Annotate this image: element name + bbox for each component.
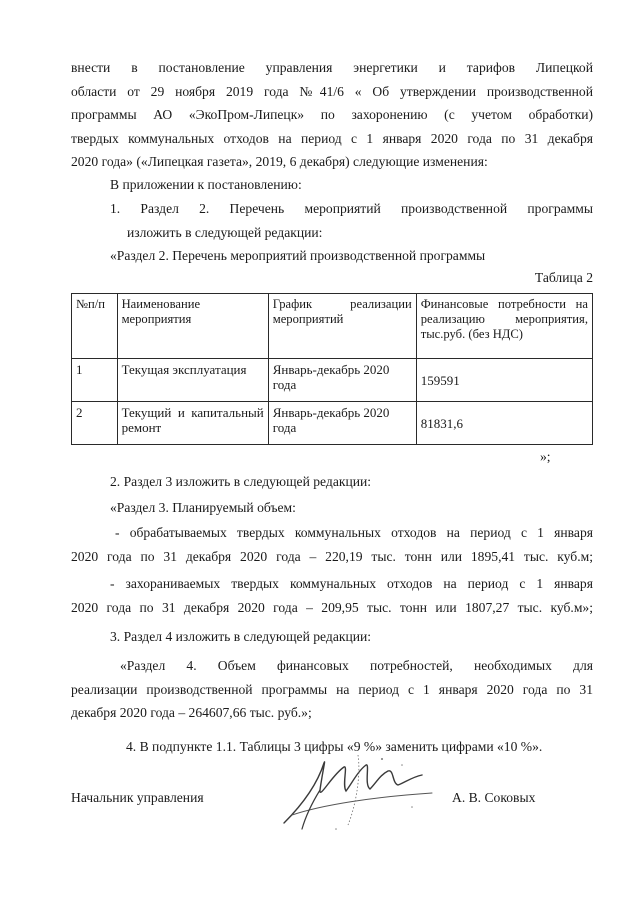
section-4: [71, 654, 593, 725]
table-row: [72, 402, 593, 445]
signer-name: А. В. Соковых: [452, 790, 536, 805]
item-4: 4. В подпункте 1.1. Таблицы 3 цифры «9 %» заменить цифрами «10 %».: [126, 739, 543, 754]
signer-position: Начальник управления: [71, 790, 204, 805]
item-3: 3. Раздел 4 изложить в следующей редакции:: [110, 629, 372, 644]
bullet-2-line: - захораниваемых твердых коммунальных отходов на период с 1 января: [110, 576, 593, 591]
handwritten-signature: [262, 745, 452, 840]
table-header-cell: График реализации мероприятий: [268, 294, 416, 359]
section-4-line: декабря 2020 года – 264607,66 тыс. руб.»;: [71, 705, 312, 720]
appendix-line: В приложении к постановлению:: [110, 177, 302, 192]
section-4-line: «Раздел 4. Объем финансовых потребностей, необходимых для: [120, 658, 593, 673]
intro-line: 2020 года» («Липецкая газета», 2019, 6 декабря) следующие изменения:: [71, 154, 488, 169]
table-cell: Январь-декабрь 2020 года: [268, 359, 416, 402]
item-2: 2. Раздел 3 изложить в следующей редакции:: [110, 474, 372, 489]
table-cell: Январь-декабрь 2020 года: [268, 402, 416, 445]
table-cell: 2: [72, 402, 118, 445]
table-caption: Таблица 2: [534, 270, 593, 285]
section-2-title: «Раздел 2. Перечень мероприятий производственной программы: [110, 248, 486, 263]
item-1: [110, 197, 593, 244]
measures-table: [71, 293, 593, 445]
item-1-line: изложить в следующей редакции:: [127, 224, 323, 240]
intro-line: твердых коммунальных отходов на период с 1 января 2020 года по 31 декабря: [71, 130, 593, 146]
bullet-2: [71, 572, 593, 619]
bullet-1: [71, 521, 593, 568]
intro-line: области от 29 ноября 2019 года №41/6 « Об утверждении производственной: [71, 83, 593, 99]
bullet-1-line: - обрабатываемых твердых коммунальных отходов на период с 1 января: [115, 525, 593, 540]
table-header-cell: Финансовые потребности на реализацию мероприятия, тыс.руб. (без НДС): [416, 294, 592, 359]
table-header-row: [72, 294, 593, 359]
item-1-line: 1. Раздел 2. Перечень мероприятий производственной программы: [110, 201, 593, 216]
intro-paragraph: [71, 56, 593, 174]
table-cell: 1: [72, 359, 118, 402]
quote-end: »;: [540, 449, 551, 464]
intro-line: внести в постановление управления энергетики и тарифов Липецкой: [71, 60, 593, 75]
table-row: [72, 359, 593, 402]
table-cell: Текущий и капитальный ремонт: [117, 402, 268, 445]
section-4-line: реализации производственной программы на период с 1 января 2020 года по 31: [71, 681, 593, 697]
table-cell: 159591: [416, 359, 592, 402]
intro-line: программы АО «ЭкоПром-Липецк» по захоронению (с учетом обработки): [71, 107, 593, 122]
section-3-title: «Раздел 3. Планируемый объем:: [110, 500, 296, 515]
table-cell: Текущая эксплуатация: [117, 359, 268, 402]
table-cell: 81831,6: [416, 402, 592, 445]
bullet-1-line: 2020 года по 31 декабря 2020 года – 220,19 тыс. тонн или 1895,41 тыс. куб.м;: [71, 548, 593, 564]
bullet-2-line: 2020 года по 31 декабря 2020 года – 209,95 тыс. тонн или 1807,27 тыс. куб.м»;: [71, 599, 593, 615]
table-header-cell: №п/п: [72, 294, 118, 359]
table-header-cell: Наименование мероприятия: [117, 294, 268, 359]
